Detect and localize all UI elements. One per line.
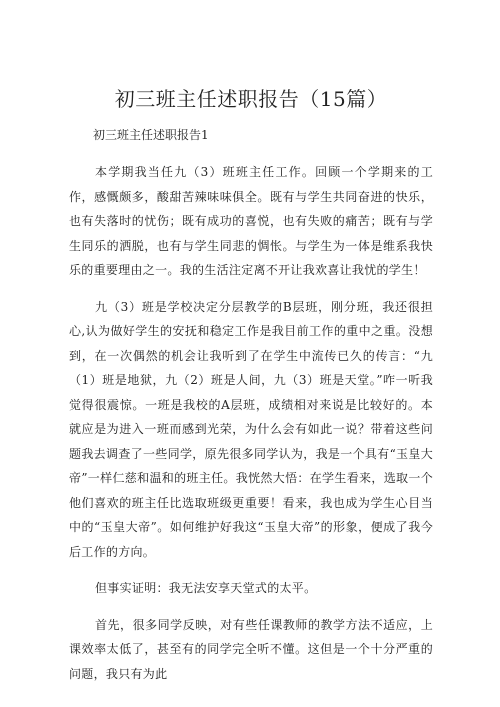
paragraph-4: 首先，很多同学反映，对有些任课教师的教学方法不适应，上课效率太低了，甚至有的同学完全听不懂。这但是一个十分严重的问题，我只有为此	[69, 617, 433, 681]
document-subtitle: 初三班主任述职报告1	[93, 128, 209, 142]
paragraph-3: 但事实证明：我无法安享天堂式的太平。	[95, 581, 317, 595]
document-title: 初三班主任述职报告（15篇）	[114, 87, 388, 111]
paragraph-2: 九（3）班是学校决定分层教学的B层班，刚分班，我还很担心,认为做好学生的安抚和稳定工作是我目前工作的重中之重。没想到，在一次偶然的机会让我听到了在学生中流传已久的传言：“九（1）班是地狱，九（2）班是人间，九（3）班是天堂。”咋一听我觉得很震惊。一班是我校的A层班，成绩相对来说是比较好的。本就应是为进入一班而感到光荣，为什么会有如此一说？带着这些问题我去调查了一些同学，原先很多同学认为，我是一个具有“玉皇大帝”一样仁慈和温和的班主任。我恍然大悟：在学生看来，选取一个他们喜欢的班主任比选取班级更重要！看来，我也成为学生心目当中的“玉皇大帝”。如何维护好我这“玉皇大帝”的形象，便成了我今后工作的方向。	[69, 299, 433, 559]
paragraph-1: 本学期我当任九（3）班班主任工作。回顾一个学期来的工作，感慨颇多，酸甜苦辣味味俱全。既有与学生共同奋进的快乐，也有失落时的忧伤；既有成功的喜悦，也有失败的痛苦；既有与学生同乐的洒脱，也有与学生同悲的惆怅。与学生为一体是维系我快乐的重要理由之一。我的生活注定离不开让我欢喜让我忧的学生！	[69, 165, 433, 277]
